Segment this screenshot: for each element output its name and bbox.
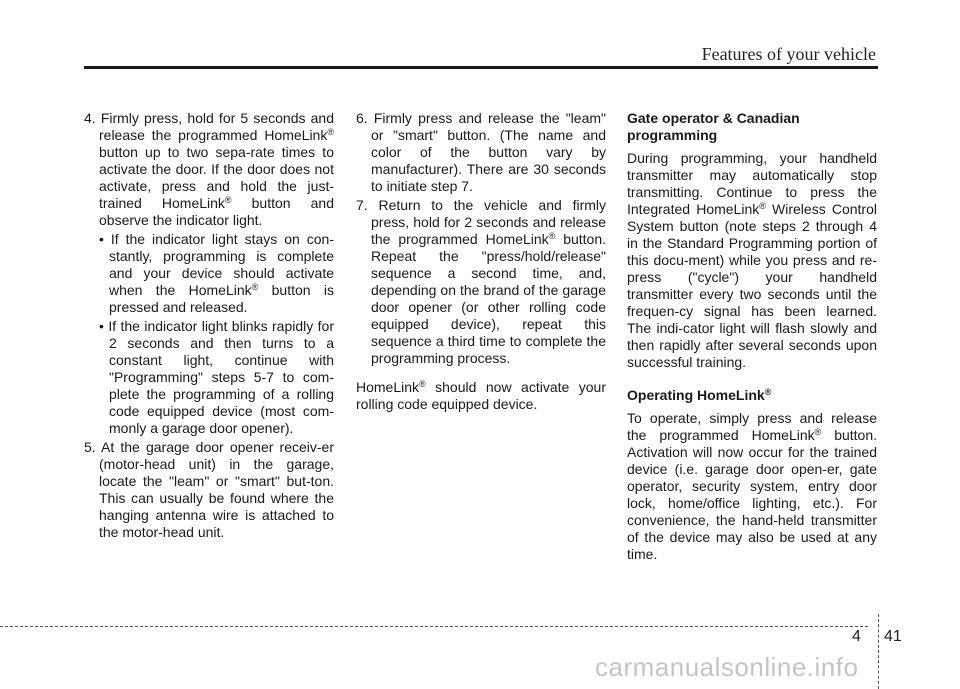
step-7 bbox=[356, 197, 606, 367]
page-number: 41 bbox=[884, 628, 902, 645]
bullet-1-text-a: • If the indicator light stays on con-stantly, programming is complete and your device should activate when the HomeLink bbox=[99, 231, 334, 298]
registered-mark: ® bbox=[759, 201, 766, 211]
registered-mark: ® bbox=[327, 127, 334, 137]
footer-divider bbox=[878, 614, 879, 689]
para-2-text-a: To operate, simply press and release the programmed HomeLink bbox=[627, 410, 877, 443]
page-header-title: Features of your vehicle bbox=[701, 44, 876, 64]
heading-operating-homelink bbox=[627, 387, 877, 404]
step-4-text-a: 4. Firmly press, hold for 5 seconds and release the programmed HomeLink bbox=[84, 110, 334, 143]
header-rule bbox=[84, 66, 878, 69]
step-4 bbox=[84, 110, 334, 229]
step-4-text-b: button up to two sepa-rate times to activate the door. If the door does not activate, press and hold the just-trained HomeLink bbox=[99, 144, 334, 211]
registered-mark: ® bbox=[251, 282, 259, 292]
registered-mark: ® bbox=[814, 427, 822, 437]
step-7-text-b: button. Repeat the "press/hold/release" sequence a second time, and, depending on the brand of the garage door opener (or other rolling code equipped device), repeat this sequence a third time to complete the programming process. bbox=[371, 231, 607, 366]
column-3 bbox=[627, 110, 877, 573]
section-number: 4 bbox=[852, 628, 861, 645]
para-1-text-b: Wireless Control System button (note steps 2 through 4 in the Standard Programming portion of this docu-ment) while you press and re-press ("cycle") your handheld transmitter every two seconds until the frequen-cy signal has been learned. The indi-cator light will flash slowly and then rapidly after several seconds upon successful training. bbox=[627, 201, 877, 370]
step-7-text-a: 7. Return to the vehicle and firmly press, hold for 2 seconds and release the programmed HomeLink bbox=[356, 197, 606, 247]
paragraph-gate-operator bbox=[627, 150, 877, 371]
bullet-1-text-b: button is pressed and released. bbox=[109, 282, 334, 315]
registered-mark: ® bbox=[224, 195, 232, 205]
para-1-text-a: During programming, your handheld transmitter may automatically stop transmitting. Continue to press the Integrated HomeLink bbox=[627, 150, 877, 217]
registered-mark: ® bbox=[548, 231, 556, 241]
heading-gate-operator: Gate operator & Canadian programming bbox=[627, 110, 800, 143]
bullet-steady-light bbox=[84, 231, 334, 316]
bullet-blinking-light: • If the indicator light blinks rapidly for 2 seconds and then turns to a constant light, continue with "Programming" steps 5-7 to com-plete the programming of a rolling code equipped device (most com-monly a garage door opener). bbox=[99, 318, 334, 436]
footer-rule bbox=[0, 626, 868, 627]
step-4-text-c: button and observe the indicator light. bbox=[99, 195, 334, 228]
step-6: 6. Firmly press and release the "leam" or "smart" button. (The name and color of the button vary by manufacturer). There are 30 seconds to initiate step 7. bbox=[356, 110, 606, 194]
watermark: carmanualsonline.info bbox=[595, 652, 859, 682]
closing-text-a: HomeLink bbox=[356, 379, 420, 395]
step-5: 5. At the garage door opener receiv-er (motor-head unit) in the garage, locate the "leam" or "smart" but-ton. This can usually be found where the hanging antenna wire is attached to the motor-head unit. bbox=[84, 439, 334, 540]
column-2 bbox=[356, 110, 606, 423]
closing-note bbox=[356, 379, 606, 413]
heading-2-text: Operating HomeLink bbox=[627, 387, 765, 403]
registered-mark: ® bbox=[764, 387, 772, 397]
column-1 bbox=[84, 110, 334, 543]
para-2-text-b: button. Activation will now occur for the trained device (i.e. garage door open-er, gate operator, security system, entry door lock, home/office lighting, etc.). For convenience, the hand-held transmitter of the device may also be used at any time. bbox=[627, 427, 878, 562]
paragraph-operating-homelink bbox=[627, 410, 877, 563]
closing-text-b: should now activate your rolling code equipped device. bbox=[356, 379, 606, 412]
registered-mark: ® bbox=[419, 379, 426, 389]
